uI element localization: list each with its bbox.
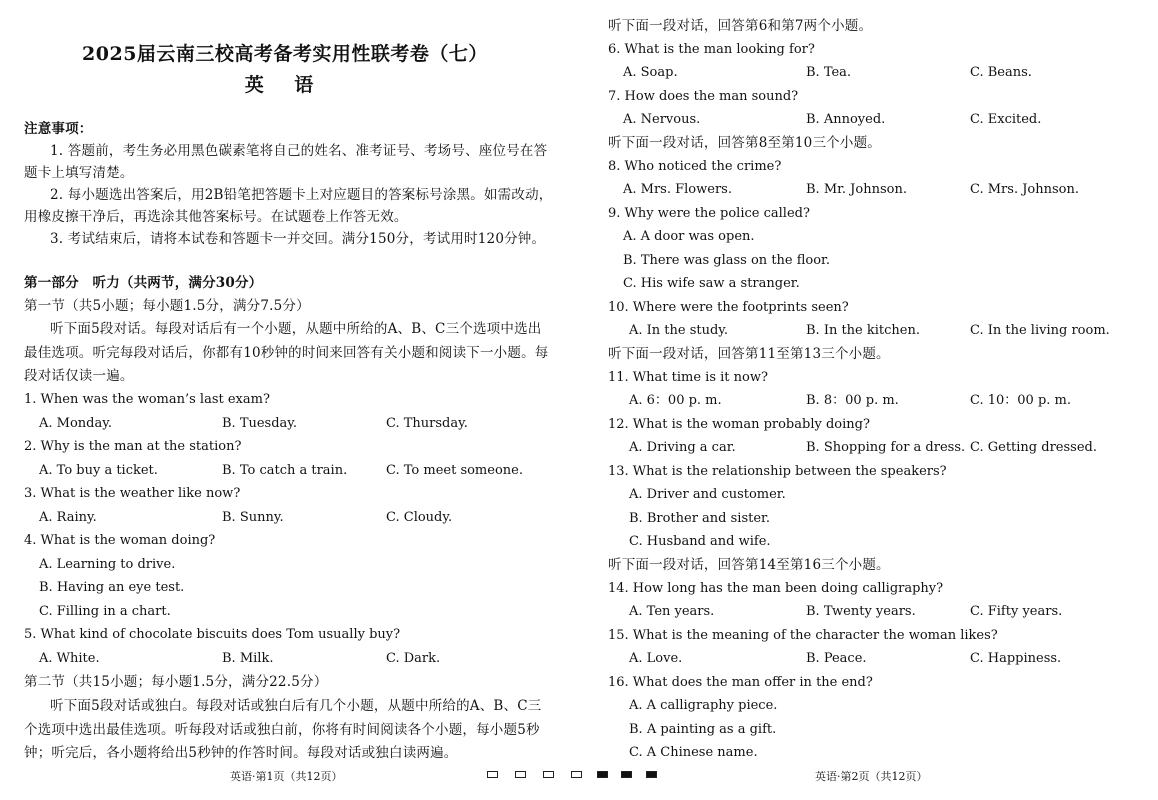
page-marker-square-filled (646, 771, 657, 778)
notice-heading: 注意事项： (24, 121, 93, 137)
question-7: 7. How does the man sound? (608, 89, 799, 104)
option-b: B. Brother and sister. (629, 511, 770, 526)
option-c: C. Beans. (970, 65, 1032, 80)
part1-heading: 第一部分 听力（共两节，满分30分） (24, 275, 263, 291)
option-b: B. Having an eye test. (39, 580, 185, 595)
question-3: 3. What is the weather like now? (24, 486, 241, 501)
option-b: B. Tuesday. (222, 416, 298, 431)
page-marker-square (543, 771, 554, 778)
question-14: 14. How long has the man been doing calligraphy? (608, 581, 944, 596)
page-marker-square-filled (597, 771, 608, 778)
option-c: C. Excited. (970, 112, 1042, 127)
instruction-line: 个选项中选出最佳选项。听每段对话或独白前，你将有时间阅读各个小题，每小题5秒 (24, 722, 540, 738)
option-a: A. Soap. (623, 65, 678, 80)
instruction-line: 最佳选项。听完每段对话后，你都有10秒钟的时间来回答有关小题和阅读下一小题。每 (24, 345, 549, 361)
dialogue-intro: 听下面一段对话，回答第8至第10三个小题。 (608, 135, 881, 151)
page-marker-square (515, 771, 526, 778)
option-c: C. His wife saw a stranger. (623, 276, 800, 291)
option-b: B. In the kitchen. (806, 323, 920, 338)
option-a: A. In the study. (629, 323, 729, 338)
option-a: A. Monday. (39, 416, 112, 431)
option-b: B. Sunny. (222, 510, 284, 525)
option-c: C. Thursday. (386, 416, 468, 431)
page-marker-square-filled (621, 771, 632, 778)
instruction-line: 听下面5段对话。每段对话后有一个小题，从题中所给的A、B、C三个选项中选出 (50, 321, 542, 337)
question-2: 2. Why is the man at the station? (24, 439, 242, 454)
option-c: C. 10：00 p. m. (970, 393, 1072, 408)
page-footer-right: 英语·第2页（共12页） (815, 770, 928, 783)
option-c: C. Happiness. (970, 651, 1062, 666)
question-4: 4. What is the woman doing? (24, 533, 216, 548)
option-a: A. A calligraphy piece. (629, 698, 778, 713)
question-8: 8. Who noticed the crime? (608, 159, 782, 174)
notice-line: 1. 答题前，考生务必用黑色碳素笔将自己的姓名、准考证号、考场号、座位号在答 (50, 143, 548, 159)
option-a: A. Nervous. (623, 112, 701, 127)
option-b: B. Shopping for a dress. (806, 440, 966, 455)
instruction-line: 钟；听完后，各小题将给出5秒钟的作答时间。每段对话或独白读两遍。 (24, 745, 458, 761)
question-16: 16. What does the man offer in the end? (608, 675, 873, 690)
option-a: A. Rainy. (39, 510, 97, 525)
option-b: B. Milk. (222, 651, 274, 666)
option-b: B. Annoyed. (806, 112, 886, 127)
notice-line: 用橡皮擦干净后，再选涂其他答案标号。在试题卷上作答无效。 (24, 209, 408, 225)
option-a: A. Love. (629, 651, 683, 666)
notice-line: 题卡上填写清楚。 (24, 165, 134, 181)
question-1: 1. When was the woman’s last exam? (24, 392, 270, 407)
question-12: 12. What is the woman probably doing? (608, 417, 870, 432)
option-c: C. To meet someone. (386, 463, 523, 478)
dialogue-intro: 听下面一段对话，回答第6和第7两个小题。 (608, 18, 873, 34)
option-a: A. To buy a ticket. (39, 463, 158, 478)
option-a: A. A door was open. (623, 229, 755, 244)
option-a: A. Driver and customer. (629, 487, 786, 502)
notice-line: 3. 考试结束后，请将本试卷和答题卡一并交回。满分150分，考试用时120分钟。 (50, 231, 546, 247)
option-c: C. Cloudy. (386, 510, 453, 525)
section2-heading: 第二节（共15小题；每小题1.5分，满分22.5分） (24, 674, 328, 690)
question-11: 11. What time is it now? (608, 370, 768, 385)
option-c: C. Dark. (386, 651, 441, 666)
question-6: 6. What is the man looking for? (608, 42, 815, 57)
option-a: A. Learning to drive. (39, 557, 176, 572)
section1-heading: 第一节（共5小题；每小题1.5分，满分7.5分） (24, 298, 310, 314)
option-a: A. Driving a car. (629, 440, 736, 455)
page-marker-square (571, 771, 582, 778)
option-b: B. 8：00 p. m. (806, 393, 899, 408)
option-b: B. Mr. Johnson. (806, 182, 907, 197)
subject-title: 英 语 (244, 74, 326, 96)
question-10: 10. Where were the footprints seen? (608, 300, 849, 315)
question-13: 13. What is the relationship between the speakers? (608, 464, 947, 479)
page-footer-left: 英语·第1页（共12页） (230, 770, 343, 783)
question-9: 9. Why were the police called? (608, 206, 810, 221)
option-c: C. Husband and wife. (629, 534, 771, 549)
option-b: B. Peace. (806, 651, 867, 666)
option-a: A. Mrs. Flowers. (623, 182, 732, 197)
option-c: C. Mrs. Johnson. (970, 182, 1079, 197)
option-b: B. Tea. (806, 65, 852, 80)
option-c: C. Getting dressed. (970, 440, 1097, 455)
page-marker-square (487, 771, 498, 778)
instruction-line: 听下面5段对话或独白。每段对话或独白后有几个小题，从题中所给的A、B、C三 (50, 698, 542, 714)
question-15: 15. What is the meaning of the character the woman likes? (608, 628, 998, 643)
question-5: 5. What kind of chocolate biscuits does Tom usually buy? (24, 627, 401, 642)
option-c: C. In the living room. (970, 323, 1110, 338)
notice-line: 2. 每小题选出答案后，用2B铅笔把答题卡上对应题目的答案标号涂黑。如需改动， (50, 187, 553, 203)
option-a: A. 6：00 p. m. (629, 393, 722, 408)
option-b: B. To catch a train. (222, 463, 348, 478)
option-c: C. Filling in a chart. (39, 604, 171, 619)
option-b: B. Twenty years. (806, 604, 916, 619)
dialogue-intro: 听下面一段对话，回答第14至第16三个小题。 (608, 557, 890, 573)
option-b: B. A painting as a gift. (629, 722, 777, 737)
exam-title: 2025届云南三校高考备考实用性联考卷（七） (82, 43, 488, 65)
instruction-line: 段对话仅读一遍。 (24, 368, 134, 384)
option-b: B. There was glass on the floor. (623, 253, 830, 268)
dialogue-intro: 听下面一段对话，回答第11至第13三个小题。 (608, 346, 890, 362)
option-c: C. A Chinese name. (629, 745, 758, 760)
option-a: A. White. (39, 651, 100, 666)
option-c: C. Fifty years. (970, 604, 1063, 619)
option-a: A. Ten years. (629, 604, 715, 619)
